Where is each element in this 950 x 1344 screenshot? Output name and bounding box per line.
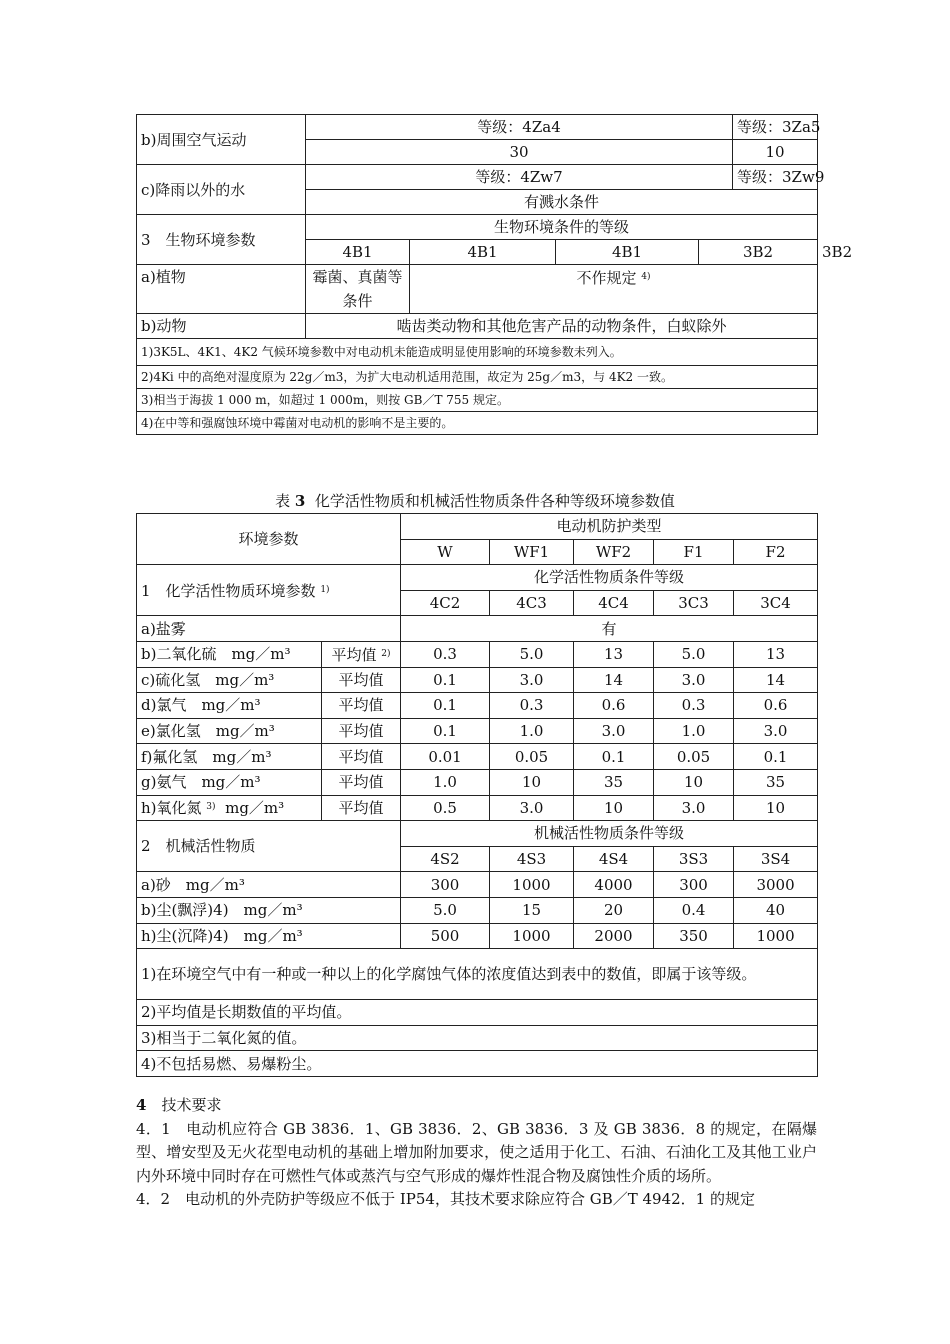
plant-condition: 霉菌、真菌等条件 (306, 265, 410, 314)
value-cell: 5.0 (654, 641, 734, 667)
value-cell: 10 (574, 795, 654, 821)
table-caption (0, 490, 950, 511)
table-row (137, 667, 818, 693)
plant-label: a)植物 (137, 265, 306, 314)
value-cell: 0.1 (574, 744, 654, 770)
chem-grade: 4C3 (490, 590, 574, 616)
avg-cell: 平均值 (322, 795, 401, 821)
value-cell: 1000 (490, 923, 574, 949)
value-cell: 1.0 (654, 718, 734, 744)
paragraph-4-1: 4．1 电动机应符合 GB 3836．1、GB 3836．2、GB 3836．3 及 GB 3836．8 的规定，在隔爆型、增安型及无火花型电动机的基础上增加附加要求，使之适用于化工、石油、石油化工及其他工业户内外环境中同时存在可燃性气体或蒸汽与空气形成的爆炸性混合物及腐蚀性介质的场所。 (136, 1119, 817, 1185)
air-movement-label: b)周围空气运动 (137, 115, 306, 165)
value-cell: 3.0 (490, 795, 574, 821)
table-row (137, 923, 818, 949)
mech-grade-header: 机械活性物质条件等级 (401, 821, 818, 847)
value-cell: 0.3 (401, 641, 490, 667)
value-cell: 0.3 (490, 693, 574, 719)
value-cell: 35 (574, 769, 654, 795)
value-cell: 3.0 (490, 667, 574, 693)
value-cell: 0.05 (490, 744, 574, 770)
table-note: 3)相当于二氧化氮的值。 (137, 1025, 818, 1051)
animal-label: b)动物 (137, 314, 306, 339)
water-grade-b: 等级：3Zw9 (733, 165, 818, 190)
value-cell: 13 (574, 641, 654, 667)
row-label: c)硫化氢 mg／m³ (137, 667, 322, 693)
value-cell: 0.6 (574, 693, 654, 719)
bio-label: 3 生物环境参数 (137, 215, 306, 265)
mech-grade: 4S4 (574, 846, 654, 872)
section-heading (136, 1094, 817, 1118)
chem-grade: 3C4 (734, 590, 818, 616)
row-label: h)尘(沉降)4) mg／m³ (137, 923, 401, 949)
note-ref: 3) (206, 802, 216, 813)
unit-text: mg／m³ (225, 799, 285, 818)
table-row (137, 744, 818, 770)
type-cell: WF1 (490, 539, 574, 565)
value-cell: 10 (490, 769, 574, 795)
value-cell: 1000 (734, 923, 818, 949)
value-cell: 500 (401, 923, 490, 949)
mech-grade: 4S3 (490, 846, 574, 872)
chem-grade: 4C2 (401, 590, 490, 616)
section-4 (136, 1094, 817, 1212)
note-ref: 1) (320, 584, 330, 595)
table-note: 1)3K5L、4K1、4K2 气候环境参数中对电动机未能造成明显使用影响的环境参数未列入。 (137, 339, 818, 366)
row-label: b)二氧化硫 mg／m³ (137, 641, 322, 667)
table-row (137, 769, 818, 795)
animal-value: 啮齿类动物和其他危害产品的动物条件，白蚁除外 (306, 314, 818, 339)
row-label: d)氯气 mg／m³ (137, 693, 322, 719)
type-cell: F1 (654, 539, 734, 565)
air-grade-a: 等级：4Za4 (306, 115, 733, 140)
mech-grade: 3S3 (654, 846, 734, 872)
avg-cell: 平均值 (322, 667, 401, 693)
protect-type-header: 电动机防护类型 (401, 514, 818, 540)
value-cell: 3.0 (654, 795, 734, 821)
environment-table-continued: b)周围空气运动 等级：4Za4 等级：3Za5 30 10 c)降雨以外的水 等级：4Zw7 等级：3Zw9 有溅水条件 3 生物环境参数 生物环境条件的等级 4B1 4B1 4B1 3B2 3B2 a)植物 霉菌、真菌等条件 不作规定 $^{4)}$ b)动物 啮齿类动物和其他危害产品的动物条件，白蚁除外 1)3K5L、4K1、4K2 气候环境参数中对电动机未能造成明显使用影响的环境参数未列入。 2)4Ki 中的高绝对湿度原为 22g／m3，为扩大电动机适用范围，故定为 25g／m3，与 4K2 一致。 3)相当于海拔 1 000 m，如超过 1 000m，则按 GB／T 755 规定。 4)在中等和强腐蚀环境中霉菌对电动机的影响不是主要的。 (136, 114, 818, 435)
value-cell: 10 (734, 795, 818, 821)
chem-grade-header: 化学活性物质条件等级 (401, 565, 818, 591)
value-cell: 4000 (574, 872, 654, 898)
note-ref: 2) (381, 648, 391, 659)
table-note: 4)不包括易燃、易爆粉尘。 (137, 1051, 818, 1077)
bio-grade: 4B1 (306, 240, 410, 265)
value-cell: 3.0 (654, 667, 734, 693)
caption-prefix: 表 (275, 492, 291, 510)
row-label (137, 795, 322, 821)
section-title: 技术要求 (161, 1096, 222, 1114)
avg-cell: 平均值 (322, 693, 401, 719)
plant-value (410, 265, 818, 314)
value-cell: 1000 (490, 872, 574, 898)
value-cell: 15 (490, 897, 574, 923)
table-row (137, 795, 818, 821)
table-note: 1)在环境空气中有一种或一种以上的化学腐蚀气体的浓度值达到表中的数值，即属于该等级。 (137, 949, 818, 1000)
value-cell: 2000 (574, 923, 654, 949)
note-ref: 4) (641, 272, 651, 282)
value-cell: 13 (734, 641, 818, 667)
value-cell: 1.0 (401, 769, 490, 795)
table-3 (136, 513, 818, 1077)
value-cell: 0.05 (654, 744, 734, 770)
value-cell: 0.3 (654, 693, 734, 719)
row-label-text: h)氧化氮 (141, 799, 202, 818)
value-cell: 350 (654, 923, 734, 949)
row-label: b)尘(飘浮)4) mg／m³ (137, 897, 401, 923)
value-cell: 300 (401, 872, 490, 898)
value-cell: 0.1 (401, 667, 490, 693)
value-cell: 5.0 (401, 897, 490, 923)
table-row (137, 718, 818, 744)
plant-value-text: 不作规定 (576, 269, 637, 287)
table-row (137, 897, 818, 923)
paragraph-4-2: 4．2 电动机的外壳防护等级应不低于 IP54，其技术要求除应符合 GB／T 4942．1 的规定 (136, 1190, 755, 1208)
bio-grade: 4B1 (556, 240, 699, 265)
type-cell: F2 (734, 539, 818, 565)
value-cell: 3.0 (734, 718, 818, 744)
table-row (137, 693, 818, 719)
avg-cell (322, 641, 401, 667)
section-number: 4 (136, 1096, 147, 1114)
value-cell: 5.0 (490, 641, 574, 667)
table-note: 4)在中等和强腐蚀环境中霉菌对电动机的影响不是主要的。 (137, 412, 818, 435)
salt-value: 有 (401, 616, 818, 642)
air-value-b: 10 (733, 140, 818, 165)
chem-grade: 4C4 (574, 590, 654, 616)
table-row (137, 872, 818, 898)
value-cell: 0.5 (401, 795, 490, 821)
chem-grade: 3C3 (654, 590, 734, 616)
value-cell: 300 (654, 872, 734, 898)
env-param-header: 环境参数 (137, 514, 401, 565)
row-label: g)氨气 mg／m³ (137, 769, 322, 795)
value-cell: 0.1 (401, 693, 490, 719)
value-cell: 0.1 (734, 744, 818, 770)
water-grade-a: 等级：4Zw7 (306, 165, 733, 190)
table-note: 2)4Ki 中的高绝对湿度原为 22g／m3，为扩大电动机适用范围，故定为 25g／m3，与 4K2 一致。 (137, 366, 818, 389)
value-cell: 0.01 (401, 744, 490, 770)
chem-section-text: 1 化学活性物质环境参数 (141, 581, 316, 600)
type-cell: W (401, 539, 490, 565)
value-cell: 0.6 (734, 693, 818, 719)
bio-grade: 3B2 (699, 240, 818, 265)
air-grade-b: 等级：3Za5 (733, 115, 818, 140)
bio-grade: 4B1 (410, 240, 556, 265)
value-cell: 0.4 (654, 897, 734, 923)
value-cell: 35 (734, 769, 818, 795)
value-cell: 10 (654, 769, 734, 795)
water-label: c)降雨以外的水 (137, 165, 306, 215)
caption-title: 化学活性物质和机械活性物质条件各种等级环境参数值 (314, 492, 675, 510)
mech-grade: 3S4 (734, 846, 818, 872)
value-cell: 40 (734, 897, 818, 923)
table-row (137, 641, 818, 667)
mech-grade: 4S2 (401, 846, 490, 872)
mech-section-label: 2 机械活性物质 (137, 821, 401, 872)
table-note: 2)平均值是长期数值的平均值。 (137, 1000, 818, 1026)
value-cell: 14 (734, 667, 818, 693)
value-cell: 0.1 (401, 718, 490, 744)
salt-label: a)盐雾 (137, 616, 401, 642)
avg-cell: 平均值 (322, 744, 401, 770)
row-label: f)氟化氢 mg／m³ (137, 744, 322, 770)
type-cell: WF2 (574, 539, 654, 565)
row-label: e)氯化氢 mg／m³ (137, 718, 322, 744)
air-value-a: 30 (306, 140, 733, 165)
caption-number: 3 (294, 492, 306, 510)
value-cell: 1.0 (490, 718, 574, 744)
table-note: 3)相当于海拔 1 000 m，如超过 1 000m，则按 GB／T 755 规定。 (137, 389, 818, 412)
chem-section-label (137, 565, 401, 616)
value-cell: 14 (574, 667, 654, 693)
bio-header: 生物环境条件的等级 (306, 215, 818, 240)
water-condition: 有溅水条件 (306, 190, 818, 215)
avg-text: 平均值 (331, 645, 377, 664)
value-cell: 3000 (734, 872, 818, 898)
avg-cell: 平均值 (322, 718, 401, 744)
row-label: a)砂 mg／m³ (137, 872, 401, 898)
value-cell: 3.0 (574, 718, 654, 744)
value-cell: 20 (574, 897, 654, 923)
avg-cell: 平均值 (322, 769, 401, 795)
